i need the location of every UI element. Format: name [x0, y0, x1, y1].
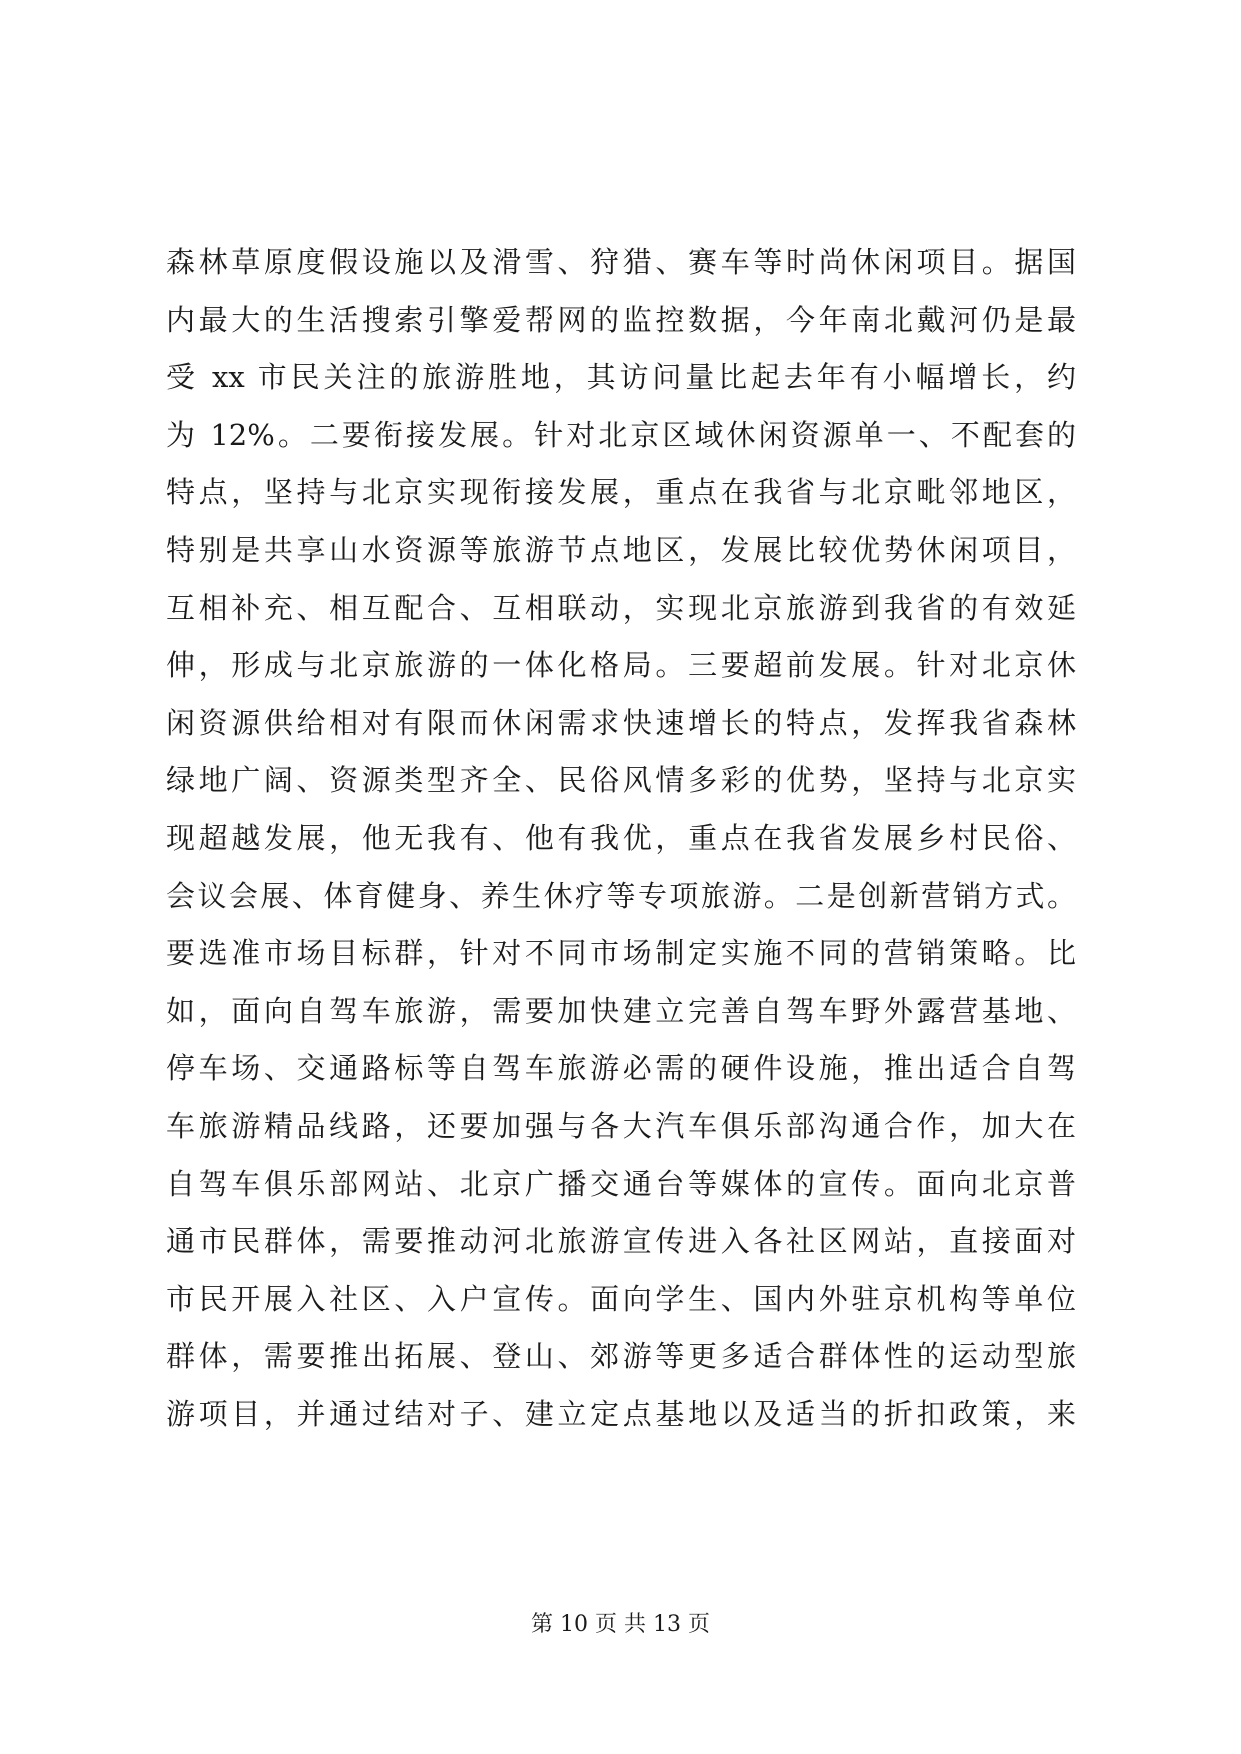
text-line: 受 xx 市民关注的旅游胜地，其访问量比起去年有小幅增长，约 — [166, 360, 1076, 395]
text-line: 特别是共享山水资源等旅游节点地区，发展比较优势休闲项目， — [166, 532, 1076, 567]
text-line: 要选准市场目标群，针对不同市场制定实施不同的营销策略。比 — [166, 936, 1076, 971]
text-line: 森林草原度假设施以及滑雪、狩猎、赛车等时尚休闲项目。据国 — [166, 245, 1076, 279]
text-line: 游项目，并通过结对子、建立定点基地以及适当的折扣政策，来 — [166, 1396, 1076, 1431]
text-line: 绿地广阔、资源类型齐全、民俗风情多彩的优势，坚持与北京实 — [166, 763, 1076, 798]
text-line: 自驾车俱乐部网站、北京广播交通台等媒体的宣传。面向北京普 — [166, 1166, 1076, 1201]
text-line: 特点，坚持与北京实现衔接发展，重点在我省与北京毗邻地区， — [166, 475, 1076, 510]
body-text — [166, 234, 1076, 1443]
text-line: 闲资源供给相对有限而休闲需求快速增长的特点，发挥我省森林 — [166, 705, 1076, 740]
text-line: 会议会展、体育健身、养生休疗等专项旅游。二是创新营销方式。 — [166, 878, 1076, 913]
text-line: 如，面向自驾车旅游，需要加快建立完善自驾车野外露营基地、 — [166, 993, 1076, 1028]
text-line: 现超越发展，他无我有、他有我优，重点在我省发展乡村民俗、 — [166, 820, 1076, 855]
text-line: 群体，需要推出拓展、登山、郊游等更多适合群体性的运动型旅 — [166, 1339, 1076, 1374]
text-line: 为 12%。二要衔接发展。针对北京区域休闲资源单一、不配套的 — [166, 417, 1076, 452]
text-line: 车旅游精品线路，还要加强与各大汽车俱乐部沟通合作，加大在 — [166, 1108, 1076, 1143]
text-line: 市民开展入社区、入户宣传。面向学生、国内外驻京机构等单位 — [166, 1281, 1076, 1316]
text-line: 停车场、交通路标等自驾车旅游必需的硬件设施，推出适合自驾 — [166, 1051, 1076, 1086]
text-line: 互相补充、相互配合、互相联动，实现北京旅游到我省的有效延 — [166, 590, 1076, 625]
text-line: 伸，形成与北京旅游的一体化格局。三要超前发展。针对北京休 — [166, 648, 1076, 683]
text-line: 通市民群体，需要推动河北旅游宣传进入各社区网站，直接面对 — [166, 1224, 1076, 1259]
page-number: 第 10 页 共 13 页 — [531, 1612, 710, 1637]
text-line: 内最大的生活搜索引擎爱帮网的监控数据，今年南北戴河仍是最 — [166, 302, 1076, 337]
